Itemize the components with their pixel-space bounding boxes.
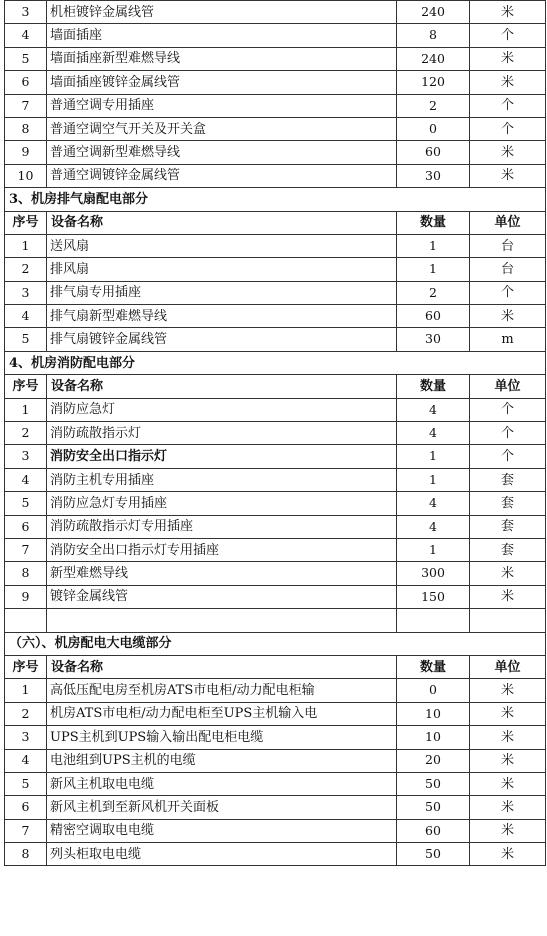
cell-equipment-name: 送风扇 — [47, 234, 397, 257]
cell-unit: 个 — [470, 94, 546, 117]
header-cell-unit: 单位 — [470, 655, 546, 678]
cell-quantity: 0 — [397, 679, 470, 702]
cell-unit: 个 — [470, 398, 546, 421]
cell-number: 2 — [5, 702, 47, 725]
cell-equipment-name: 消防安全出口指示灯 — [47, 445, 397, 468]
blank-row — [5, 609, 546, 632]
cell-equipment-name: 排气扇专用插座 — [47, 281, 397, 304]
blank-cell — [5, 609, 47, 632]
header-cell-equipment-name: 设备名称 — [47, 655, 397, 678]
cell-equipment-name: 新风主机取电电缆 — [47, 772, 397, 795]
cell-number: 5 — [5, 772, 47, 795]
cell-number: 3 — [5, 281, 47, 304]
cell-quantity: 240 — [397, 47, 470, 70]
cell-number: 8 — [5, 117, 47, 140]
table-row — [5, 422, 546, 445]
cell-unit: 个 — [470, 117, 546, 140]
cell-number: 7 — [5, 94, 47, 117]
cell-number: 5 — [5, 47, 47, 70]
cell-quantity: 20 — [397, 749, 470, 772]
cell-quantity: 1 — [397, 538, 470, 561]
equipment-table-sheet — [4, 0, 545, 866]
cell-unit: 米 — [470, 1, 546, 24]
cell-quantity: 150 — [397, 585, 470, 608]
cell-number: 3 — [5, 445, 47, 468]
cell-unit: m — [470, 328, 546, 351]
cell-number: 8 — [5, 562, 47, 585]
header-cell-equipment-name: 设备名称 — [47, 375, 397, 398]
table-row — [5, 234, 546, 257]
cell-quantity: 50 — [397, 772, 470, 795]
cell-unit: 米 — [470, 702, 546, 725]
cell-quantity: 50 — [397, 796, 470, 819]
cell-unit: 台 — [470, 258, 546, 281]
cell-unit: 米 — [470, 679, 546, 702]
cell-equipment-name: 普通空调镀锌金属线管 — [47, 164, 397, 187]
header-cell-unit: 单位 — [470, 375, 546, 398]
cell-number: 10 — [5, 164, 47, 187]
cell-equipment-name: 新型难燃导线 — [47, 562, 397, 585]
section-title: 3、机房排气扇配电部分 — [5, 188, 546, 211]
cell-equipment-name: 普通空调专用插座 — [47, 94, 397, 117]
cell-number: 2 — [5, 258, 47, 281]
cell-equipment-name: 镀锌金属线管 — [47, 585, 397, 608]
cell-unit: 套 — [470, 515, 546, 538]
cell-equipment-name: 消防安全出口指示灯专用插座 — [47, 538, 397, 561]
header-cell-quantity: 数量 — [397, 211, 470, 234]
table-row — [5, 679, 546, 702]
cell-number: 1 — [5, 398, 47, 421]
cell-equipment-name: 墙面插座 — [47, 24, 397, 47]
cell-number: 7 — [5, 819, 47, 842]
table-row — [5, 164, 546, 187]
cell-number: 4 — [5, 468, 47, 491]
cell-unit: 米 — [470, 843, 546, 866]
section-title-row — [5, 188, 546, 211]
header-cell-number: 序号 — [5, 375, 47, 398]
cell-unit: 个 — [470, 422, 546, 445]
cell-equipment-name: 普通空调新型难燃导线 — [47, 141, 397, 164]
cell-quantity: 4 — [397, 422, 470, 445]
table-row — [5, 117, 546, 140]
cell-number: 3 — [5, 726, 47, 749]
cell-equipment-name: 列头柜取电电缆 — [47, 843, 397, 866]
cell-quantity: 60 — [397, 305, 470, 328]
cell-equipment-name: 墙面插座新型难燃导线 — [47, 47, 397, 70]
cell-equipment-name: 高低压配电房至机房ATS市电柜/动力配电柜输 — [47, 679, 397, 702]
cell-unit: 套 — [470, 468, 546, 491]
cell-unit: 套 — [470, 538, 546, 561]
cell-number: 5 — [5, 492, 47, 515]
section-title: （六）、机房配电大电缆部分 — [5, 632, 546, 655]
cell-quantity: 10 — [397, 726, 470, 749]
table-row — [5, 749, 546, 772]
cell-quantity: 2 — [397, 94, 470, 117]
table-row — [5, 772, 546, 795]
cell-equipment-name: 新风主机到至新风机开关面板 — [47, 796, 397, 819]
cell-quantity: 1 — [397, 445, 470, 468]
cell-number: 3 — [5, 1, 47, 24]
cell-number: 5 — [5, 328, 47, 351]
table-row — [5, 141, 546, 164]
cell-quantity: 4 — [397, 515, 470, 538]
cell-quantity: 2 — [397, 281, 470, 304]
table-row — [5, 1, 546, 24]
table-row — [5, 819, 546, 842]
cell-quantity: 30 — [397, 328, 470, 351]
header-cell-equipment-name: 设备名称 — [47, 211, 397, 234]
cell-quantity: 240 — [397, 1, 470, 24]
cell-equipment-name: 机柜镀锌金属线管 — [47, 1, 397, 24]
cell-quantity: 4 — [397, 492, 470, 515]
cell-number: 4 — [5, 749, 47, 772]
cell-equipment-name: 消防主机专用插座 — [47, 468, 397, 491]
cell-equipment-name: 排风扇 — [47, 258, 397, 281]
cell-number: 6 — [5, 71, 47, 94]
cell-unit: 米 — [470, 726, 546, 749]
cell-unit: 米 — [470, 305, 546, 328]
table-row — [5, 515, 546, 538]
table-row — [5, 702, 546, 725]
cell-unit: 米 — [470, 796, 546, 819]
cell-number: 4 — [5, 24, 47, 47]
blank-cell — [470, 609, 546, 632]
table-row — [5, 726, 546, 749]
cell-quantity: 1 — [397, 258, 470, 281]
cell-equipment-name: 消防疏散指示灯专用插座 — [47, 515, 397, 538]
cell-equipment-name: UPS主机到UPS输入输出配电柜电缆 — [47, 726, 397, 749]
cell-equipment-name: 排气扇新型难燃导线 — [47, 305, 397, 328]
table-row — [5, 305, 546, 328]
table-row — [5, 538, 546, 561]
table-header-row — [5, 375, 546, 398]
cell-unit: 米 — [470, 562, 546, 585]
table-row — [5, 24, 546, 47]
table-row — [5, 71, 546, 94]
table-row — [5, 328, 546, 351]
section-title: 4、机房消防配电部分 — [5, 351, 546, 374]
header-cell-unit: 单位 — [470, 211, 546, 234]
table-row — [5, 94, 546, 117]
cell-quantity: 60 — [397, 819, 470, 842]
cell-number: 7 — [5, 538, 47, 561]
cell-unit: 米 — [470, 749, 546, 772]
header-cell-quantity: 数量 — [397, 375, 470, 398]
cell-quantity: 8 — [397, 24, 470, 47]
cell-quantity: 120 — [397, 71, 470, 94]
cell-unit: 个 — [470, 24, 546, 47]
cell-equipment-name: 消防应急灯 — [47, 398, 397, 421]
cell-number: 1 — [5, 234, 47, 257]
cell-equipment-name: 消防应急灯专用插座 — [47, 492, 397, 515]
table-row — [5, 796, 546, 819]
table-header-row — [5, 655, 546, 678]
section-title-row — [5, 632, 546, 655]
cell-number: 6 — [5, 796, 47, 819]
cell-unit: 个 — [470, 445, 546, 468]
table-row — [5, 47, 546, 70]
table-row — [5, 585, 546, 608]
cell-number: 4 — [5, 305, 47, 328]
cell-equipment-name: 电池组到UPS主机的电缆 — [47, 749, 397, 772]
table-row — [5, 843, 546, 866]
cell-quantity: 300 — [397, 562, 470, 585]
equipment-table — [4, 0, 546, 866]
header-cell-quantity: 数量 — [397, 655, 470, 678]
cell-unit: 米 — [470, 71, 546, 94]
cell-number: 9 — [5, 141, 47, 164]
cell-quantity: 0 — [397, 117, 470, 140]
cell-equipment-name: 墙面插座镀锌金属线管 — [47, 71, 397, 94]
cell-equipment-name: 普通空调空气开关及开关盒 — [47, 117, 397, 140]
table-row — [5, 281, 546, 304]
cell-quantity: 30 — [397, 164, 470, 187]
cell-quantity: 1 — [397, 234, 470, 257]
cell-number: 8 — [5, 843, 47, 866]
cell-number: 9 — [5, 585, 47, 608]
header-cell-number: 序号 — [5, 655, 47, 678]
table-row — [5, 468, 546, 491]
cell-equipment-name: 消防疏散指示灯 — [47, 422, 397, 445]
cell-unit: 台 — [470, 234, 546, 257]
cell-equipment-name: 排气扇镀锌金属线管 — [47, 328, 397, 351]
blank-cell — [397, 609, 470, 632]
table-row — [5, 258, 546, 281]
cell-unit: 米 — [470, 819, 546, 842]
cell-quantity: 1 — [397, 468, 470, 491]
table-row — [5, 562, 546, 585]
cell-quantity: 4 — [397, 398, 470, 421]
cell-unit: 米 — [470, 585, 546, 608]
cell-number: 1 — [5, 679, 47, 702]
cell-unit: 米 — [470, 47, 546, 70]
cell-unit: 米 — [470, 141, 546, 164]
cell-quantity: 50 — [397, 843, 470, 866]
cell-unit: 个 — [470, 281, 546, 304]
header-cell-number: 序号 — [5, 211, 47, 234]
blank-cell — [47, 609, 397, 632]
cell-unit: 米 — [470, 164, 546, 187]
section-title-row — [5, 351, 546, 374]
cell-equipment-name: 精密空调取电电缆 — [47, 819, 397, 842]
cell-number: 6 — [5, 515, 47, 538]
table-row — [5, 492, 546, 515]
table-row — [5, 398, 546, 421]
cell-quantity: 10 — [397, 702, 470, 725]
table-row — [5, 445, 546, 468]
table-header-row — [5, 211, 546, 234]
cell-number: 2 — [5, 422, 47, 445]
cell-quantity: 60 — [397, 141, 470, 164]
cell-equipment-name: 机房ATS市电柜/动力配电柜至UPS主机输入电 — [47, 702, 397, 725]
cell-unit: 套 — [470, 492, 546, 515]
equipment-table-body — [5, 1, 546, 866]
cell-unit: 米 — [470, 772, 546, 795]
